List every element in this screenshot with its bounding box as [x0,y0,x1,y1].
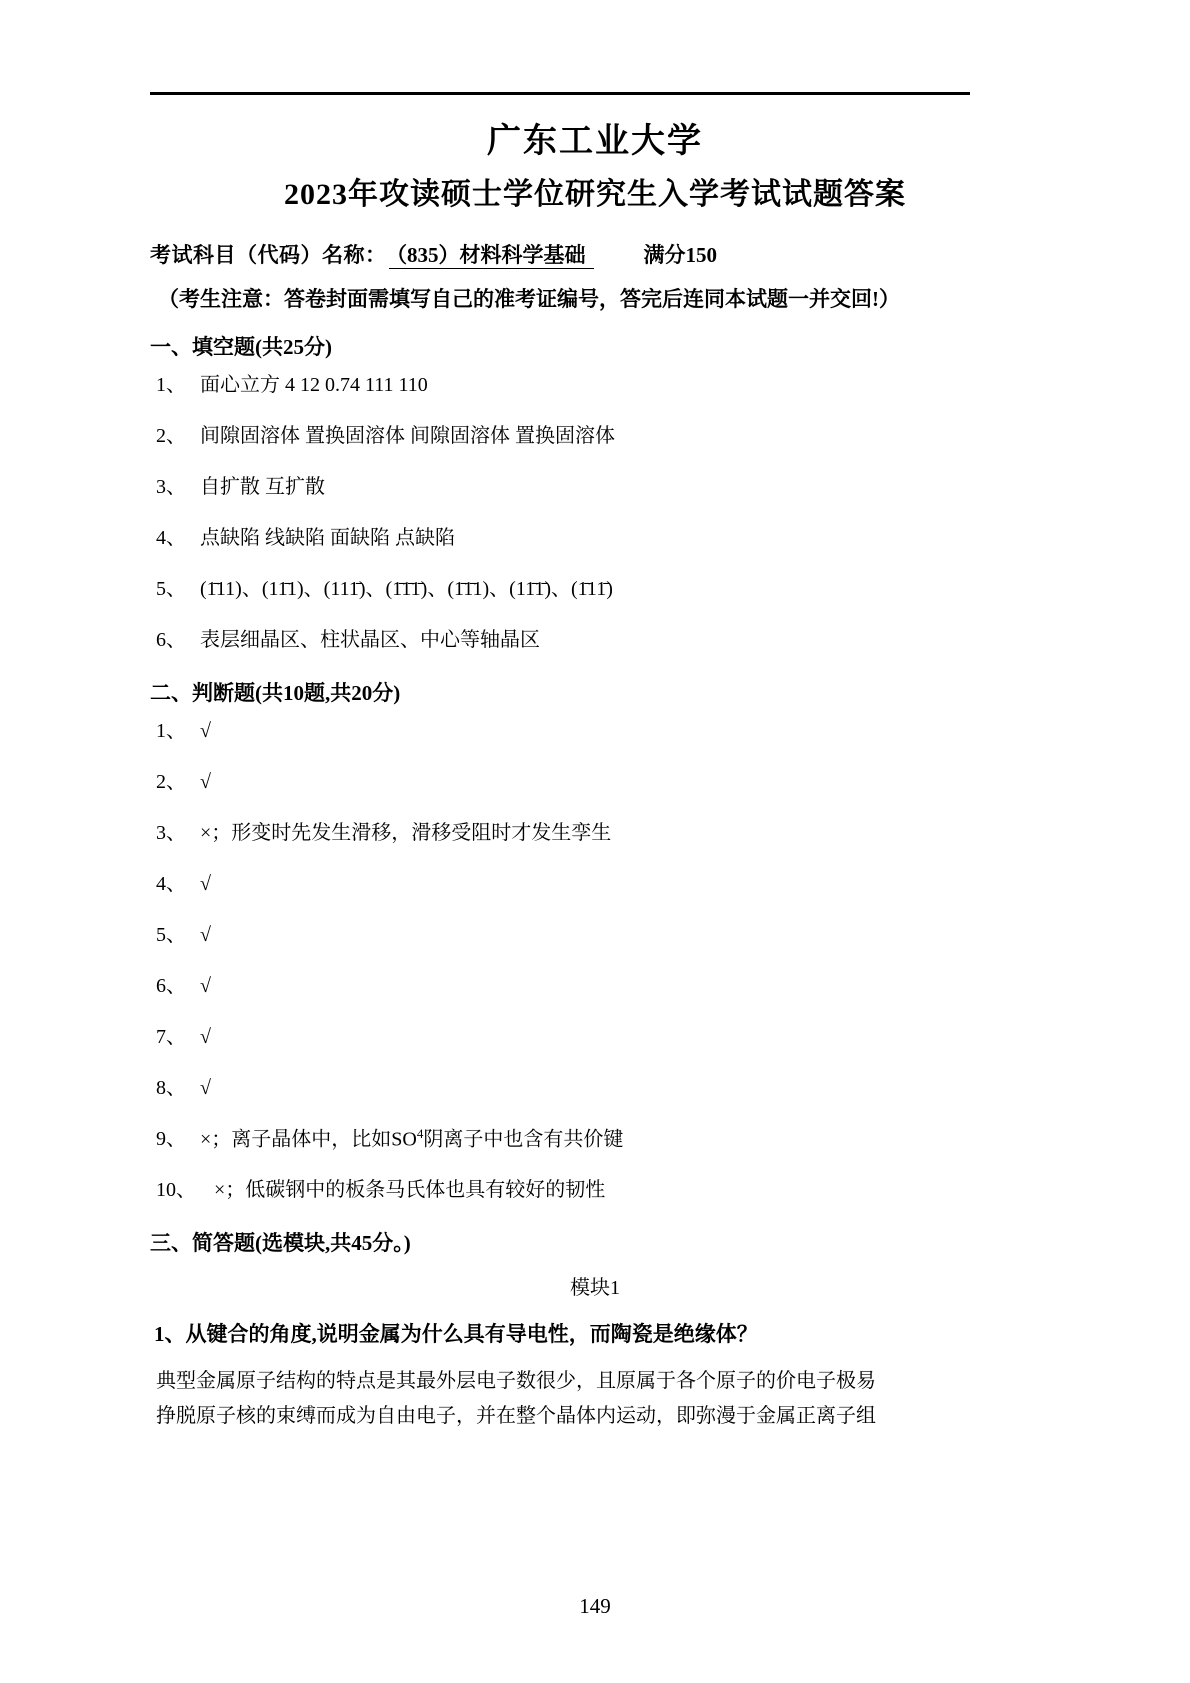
answer-item [150,819,1040,848]
item-number: 5、 [156,923,186,946]
header-rule [150,92,970,95]
answer-item [150,422,1040,451]
item-text: 点缺陷 线缺陷 面缺陷 点缺陷 [200,526,455,549]
item-number: 8、 [156,1076,186,1099]
candidate-notice: （考生注意：答卷封面需填写自己的准考证编号，答完后连同本试题一并交回!） [158,286,900,311]
item-text: √ [200,1025,211,1048]
item-text: √ [200,1076,211,1099]
answer-item [150,717,1040,746]
answer-item [150,768,1040,797]
item-number: 6、 [156,974,186,997]
answer-item [150,1023,1040,1052]
answer-item [150,371,1040,400]
item-number: 2、 [156,770,186,793]
item-number: 5、 [156,577,186,600]
answer-item-miller-indices [150,575,1040,604]
full-score-label: 满分150 [643,242,717,267]
page-number: 149 [579,1594,611,1618]
answer-item [150,524,1040,553]
item-text: √ [200,923,211,946]
document-content [150,0,1040,1434]
item-text: √ [200,770,211,793]
item-text: 表层细晶区、柱状晶区、中心等轴晶区 [200,628,540,651]
answer-item [150,972,1040,1001]
answer-item [150,921,1040,950]
subject-label: 考试科目（代码）名称： [150,242,387,267]
item-text: ×；形变时先发生滑移，滑移受阻时才发生孪生 [200,821,612,844]
exam-title: 2023年攻读硕士学位研究生入学考试试题答案 [284,177,906,211]
item-number: 3、 [156,475,186,498]
question-1: 1、从键合的角度,说明金属为什么具有导电性，而陶瓷是绝缘体？ [154,1322,758,1347]
item-text: √ [200,719,211,742]
module-label: 模块1 [570,1277,620,1300]
item-text: 间隙固溶体 置换固溶体 间隙固溶体 置换固溶体 [200,424,615,447]
item-text: (1̄11)、(11̄1)、(111̄)、(1̄1̄1̄)、(1̄1̄1)、(11̄1̄)、(1̄11̄) [200,577,613,600]
item-number: 10、 [156,1179,196,1202]
item-number: 1、 [156,719,186,742]
answer-item [150,473,1040,502]
item-number: 3、 [156,821,186,844]
answer-item [150,870,1040,899]
item-text: 自扩散 互扩散 [200,475,325,498]
item-text-prefix: ×；离子晶体中，比如SO [200,1128,417,1151]
item-text: √ [200,872,211,895]
answer-1-line-1: 典型金属原子结构的特点是其最外层电子数很少，且原属于各个原子的价电子极易 [156,1370,876,1393]
item-number: 7、 [156,1025,186,1048]
item-number: 1、 [156,373,186,396]
subject-line [150,239,1040,269]
item-number: 9、 [156,1128,186,1151]
item-number: 6、 [156,628,186,651]
item-number: 4、 [156,872,186,895]
section-heading-fill-in-blank: 一、填空题(共25分) [150,334,332,359]
superscript-4: 4 [416,1125,424,1141]
section-heading-true-false: 二、判断题(共10题,共20分) [150,680,401,705]
item-text: 面心立方 4 12 0.74 111 110 [200,373,428,396]
item-number: 2、 [156,424,186,447]
answer-item [150,1176,1040,1205]
item-text: ×；低碳钢中的板条马氏体也具有较好的韧性 [214,1179,606,1202]
answer-item [150,1074,1040,1103]
answer-item-with-superscript [150,1125,1040,1155]
answer-1-line-2: 挣脱原子核的束缚而成为自由电子，并在整个晶体内运动，即弥漫于金属正离子组 [156,1405,876,1428]
section-heading-short-answer: 三、简答题(选模块,共45分。) [150,1231,411,1256]
subject-value: （835）材料科学基础 [389,243,594,269]
item-text: √ [200,974,211,997]
item-text-suffix: 阴离子中也含有共价键 [423,1128,624,1151]
answer-item [150,626,1040,655]
item-number: 4、 [156,526,186,549]
university-title: 广东工业大学 [487,123,703,160]
